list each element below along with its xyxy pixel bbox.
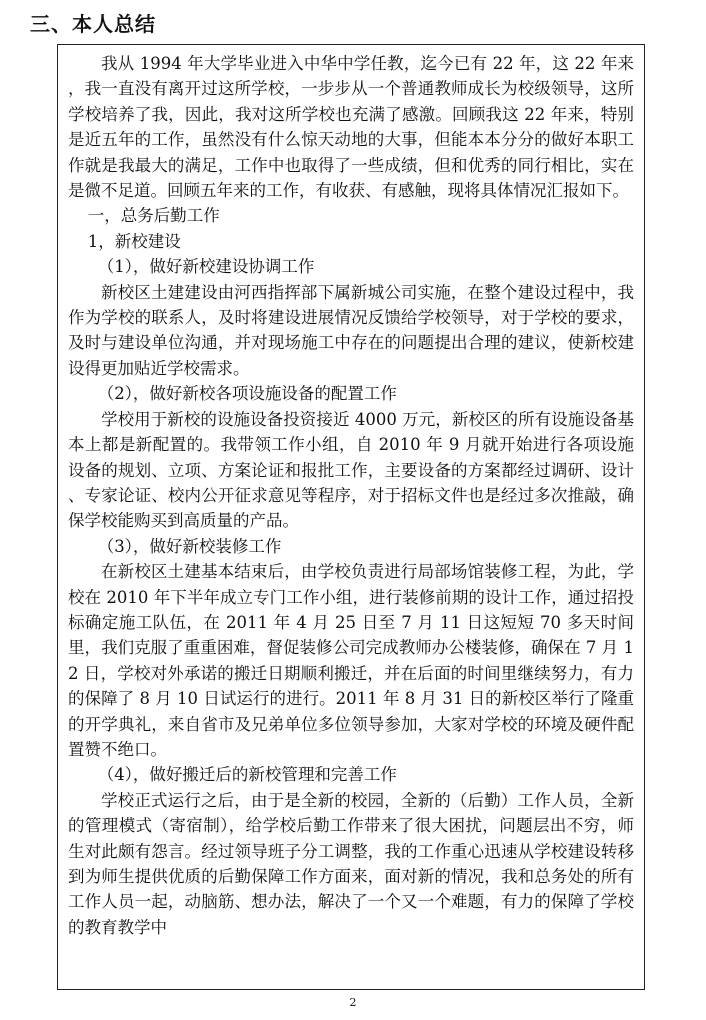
heading-coordination-work: （1），做好新校建设协调工作: [97, 257, 315, 277]
heading-post-relocation-management: （4），做好搬迁后的新校管理和完善工作: [97, 765, 397, 785]
heading-equipment-configuration: （2），做好新校各项设施设备的配置工作: [97, 384, 397, 404]
equipment-paragraph: 学校用于新校的设施设备投资接近 4000 万元，新校区的所有设施设备基本上都是新配置的。我带领工作小组，自 2010 年 9 月就开始进行各项设施设备的规划、立项、方案论证和报批工作，主要设备的方案都经过调研、设计、专家论证、校内公开征求意见等程序，对于招标文件也是经过多次推敲，确保学校能购买到高质量的产品。: [68, 409, 634, 531]
decoration-paragraph: 在新校区土建基本结束后，由学校负责进行局部场馆装修工程，为此，学校在 2010 年下半年成立专门工作小组，进行装修前期的设计工作，通过招投标确定施工队伍，在 2011 年 4 月 25 日至 7 月 11 日这短短 70 多天时间里，我们克服了重重困难，督促装修公司完成教师办公楼装修，确保在 7 月 12 日，学校对外承诺的搬迁日期顺利搬迁，并在后面的时间里继续努力，有力的保障了 8 月 10 日试运行的进行。2011 年 8 月 31 日的新校区举行了隆重的开学典礼，来自省市及兄弟单位多位领导参加，大家对学校的环境及硬件配置赞不绝口。: [68, 562, 634, 759]
section-title: 三、本人总结: [30, 12, 156, 36]
page-number: 2: [349, 996, 357, 1009]
summary-content-box: [57, 44, 645, 990]
heading-new-campus-construction: 1，新校建设: [87, 231, 181, 251]
intro-paragraph: 我从 1994 年大学毕业进入中华中学任教，迄今已有 22 年，这 22 年来，我一直没有离开过这所学校，一步步从一个普通教师成长为校级领导，这所学校培养了我，因此，我对这所学校也充满了感激。回顾我这 22 年来，特别是近五年的工作，虽然没有什么惊天动地的大事，但能本本分分的做好本职工作就是我最大的满足，工作中也取得了一些成绩，但和优秀的同行相比，实在是微不足道。回顾五年来的工作，有收获、有感触，现将具体情况汇报如下。: [68, 54, 634, 201]
heading-decoration-work: （3），做好新校装修工作: [97, 536, 282, 556]
management-paragraph: 学校正式运行之后，由于是全新的校园，全新的（后勤）工作人员，全新的管理模式（寄宿制），给学校后勤工作带来了很大困扰，问题层出不穷，师生对此颇有怨言。经过领导班子分工调整，我的工作重心迅速从学校建设转移到为师生提供优质的后勤保障工作方面来，面对新的情况，我和总务处的所有工作人员一起，动脑筋、想办法，解决了一个又一个难题，有力的保障了学校的教育教学中: [68, 790, 634, 937]
heading-logistics-work: 一，总务后勤工作: [87, 206, 220, 226]
coordination-paragraph: 新校区土建建设由河西指挥部下属新城公司实施，在整个建设过程中，我作为学校的联系人，及时将建设进展情况反馈给学校领导，对于学校的要求，及时与建设单位沟通，并对现场施工中存在的问题提出合理的建议，使新校建设得更加贴近学校需求。: [68, 282, 634, 378]
